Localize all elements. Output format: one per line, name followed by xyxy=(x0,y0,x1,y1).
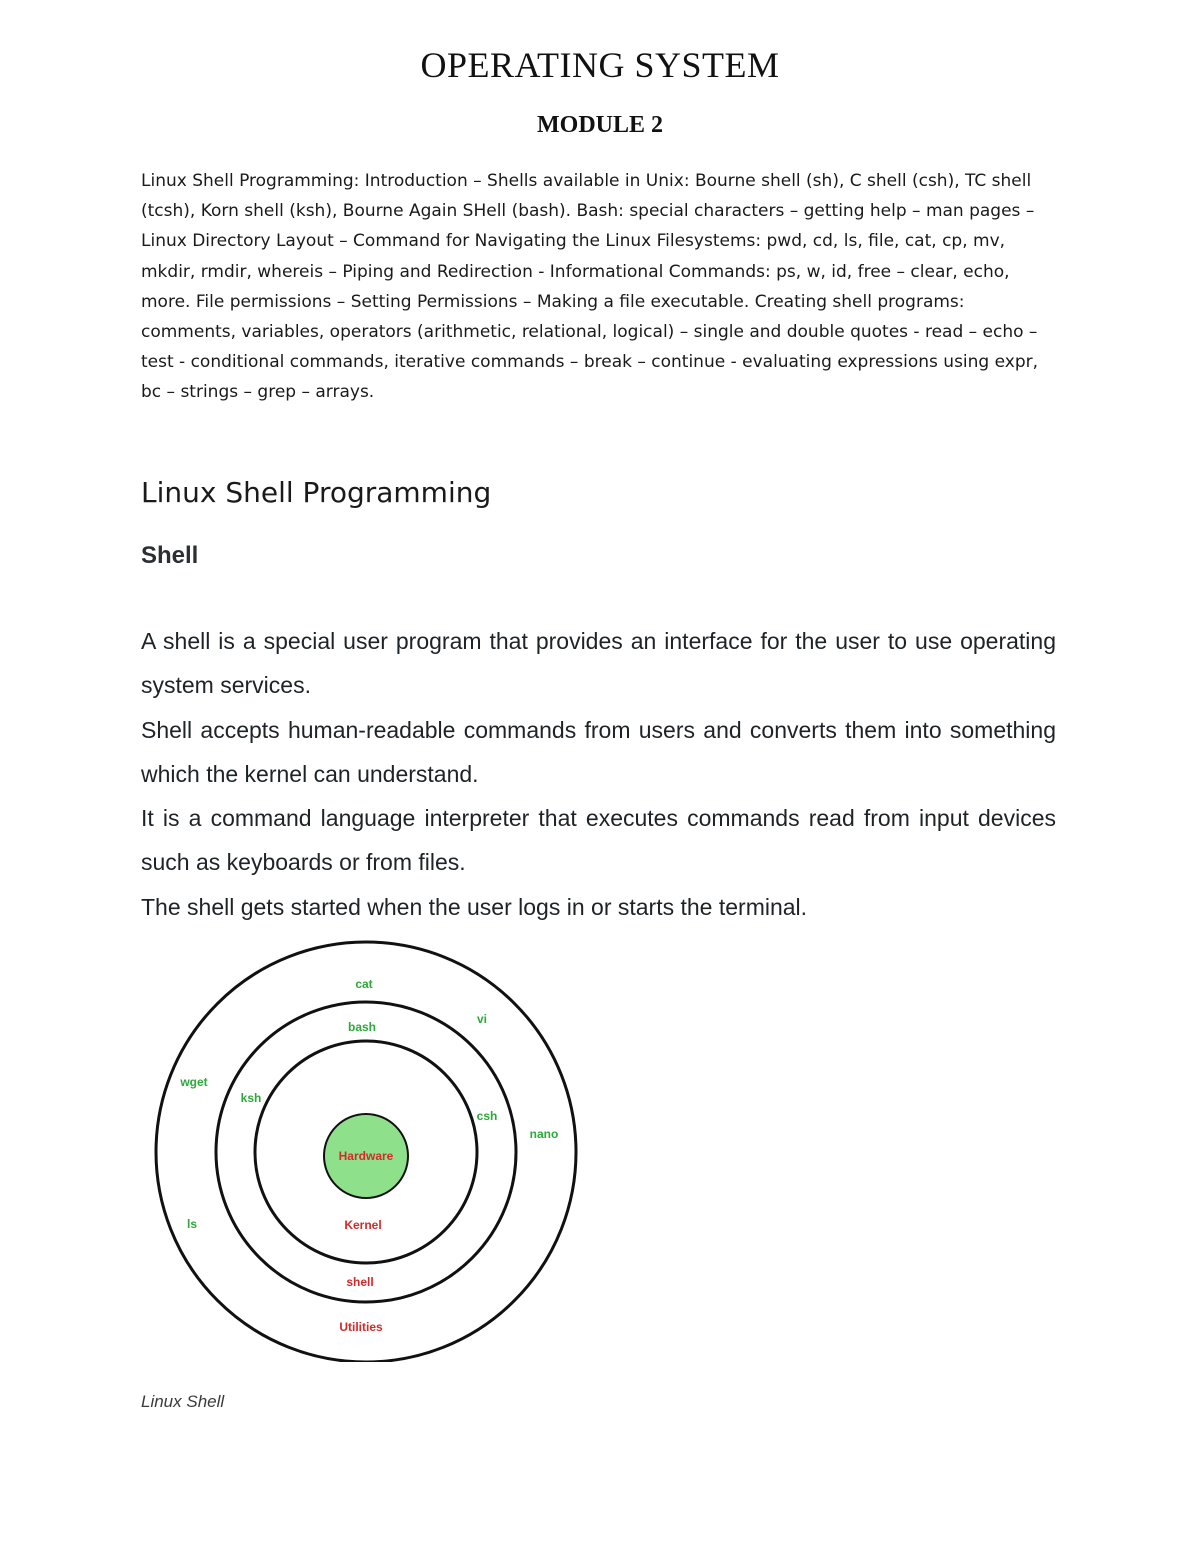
shell-description xyxy=(141,619,1056,929)
figure-caption: Linux Shell xyxy=(141,1392,225,1411)
utility-nano-label: nano xyxy=(529,1127,559,1141)
hardware-label: Hardware xyxy=(338,1149,394,1163)
kernel-label: Kernel xyxy=(344,1218,382,1232)
section-heading: Linux Shell Programming xyxy=(141,476,492,509)
utility-vi-label: vi xyxy=(476,1012,488,1026)
utility-wget-label: wget xyxy=(180,1075,208,1089)
utility-ls-label: ls xyxy=(186,1217,198,1231)
shell-layer-label: shell xyxy=(346,1275,374,1289)
subsection-heading: Shell xyxy=(141,542,199,569)
syllabus-paragraph: Linux Shell Programming: Introduction – Shells available in Unix: Bourne shell (sh), C shell (csh), TC shell (tcsh), Korn shell (ksh), Bourne Again SHell (bash). Bash: special characters – getting help – man pages – Linux Directory Layout – Command for Navigating the Linux Filesystems: pwd, cd, ls, file, cat, cp, mv, mkdir, rmdir, whereis – Piping and Redirection - Informational Commands: ps, w, id, free – clear, echo, more. File permissions – Setting Permissions – Making a file executable. Creating shell programs: comments, variables, operators (arithmetic, relational, logical) – single and double quotes - read – echo – test - conditional commands, iterative commands – break – continue - evaluating expressions using expr, bc – strings – grep – arrays. xyxy=(141,171,1039,403)
utilities-layer-label: Utilities xyxy=(339,1320,383,1334)
shell-bash-label: bash xyxy=(347,1020,377,1034)
body-paragraph: Shell accepts human-readable commands from users and converts them into something which the kernel can understand. xyxy=(141,716,1056,787)
module-heading: MODULE 2 xyxy=(537,112,663,138)
shell-ksh-label: ksh xyxy=(240,1091,262,1105)
utility-cat-label: cat xyxy=(355,977,373,991)
body-paragraph: It is a command language interpreter that executes commands read from input devices such as keyboards or from files. xyxy=(141,805,1056,876)
body-paragraph: A shell is a special user program that provides an interface for the user to use operating system services. xyxy=(141,628,1056,699)
shell-csh-label: csh xyxy=(476,1109,498,1123)
document-title: OPERATING SYSTEM xyxy=(420,45,780,85)
body-paragraph: The shell gets started when the user logs in or starts the terminal. xyxy=(141,893,808,920)
linux-shell-diagram xyxy=(148,938,584,1362)
